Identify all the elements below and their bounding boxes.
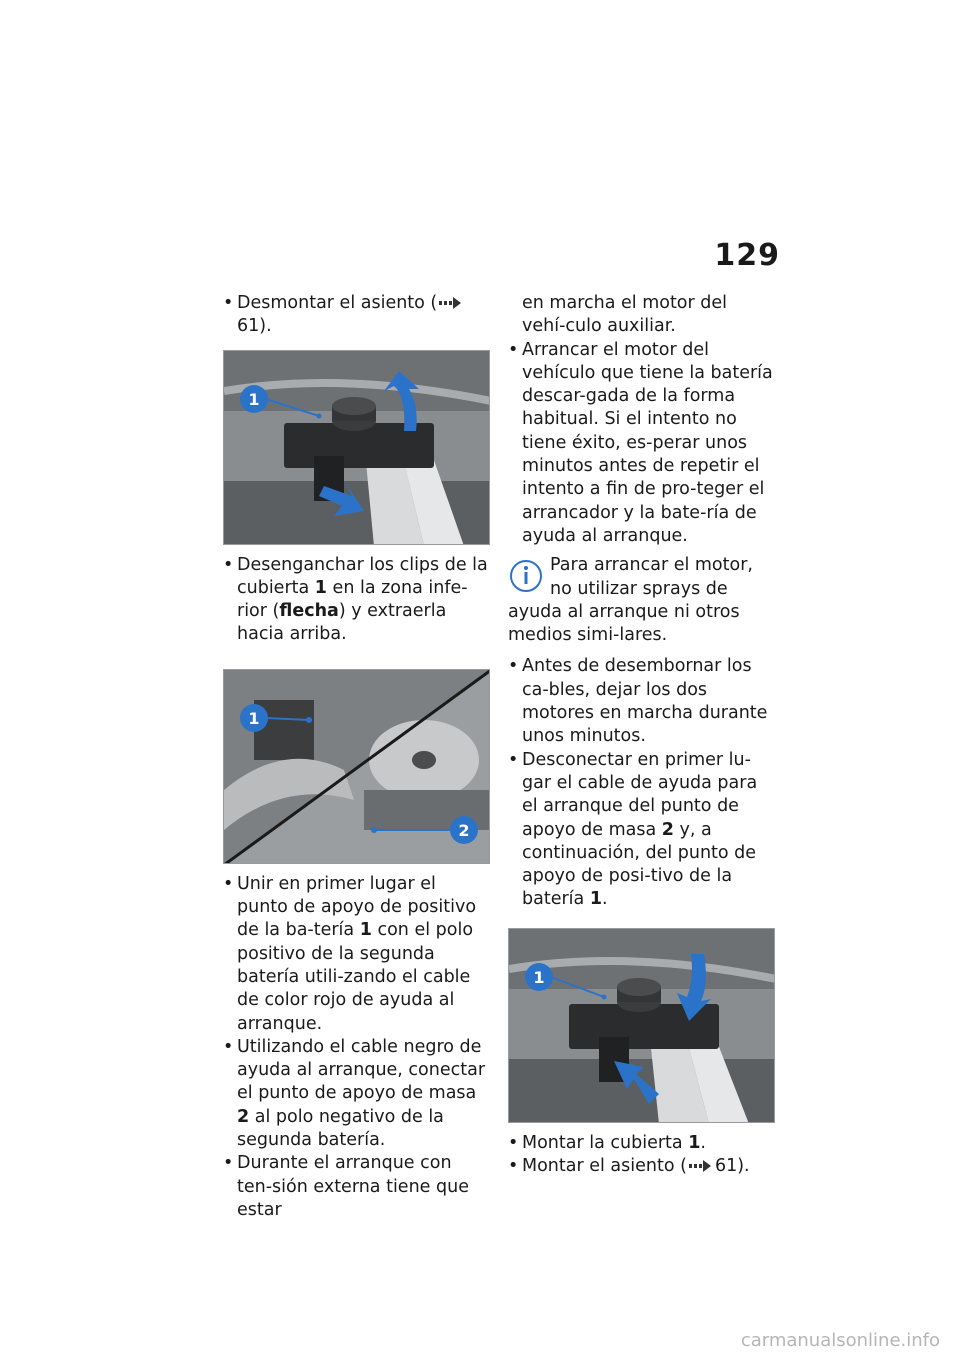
step-aux-engine-running-cont: en marcha el motor del vehí-culo auxiliar. — [522, 293, 728, 337]
step-connect-positive: • Unir en primer lugar el punto de apoyo de positivo de la ba-tería 1 con el polo positivo de la segunda batería utili-zando el cable de color rojo de ayuda al arranque. — [223, 873, 490, 1036]
figure-connection-points — [223, 669, 490, 864]
figure-cover-removal — [223, 350, 490, 545]
watermark: carmanualsonline.info — [740, 1330, 940, 1351]
step-unclip-cover: • Desenganchar los clips de la cubierta 1 en la zona infe-rior (flecha) y extraerla hacia arriba. — [223, 554, 490, 647]
step-wait-before-disconnect: • Antes de desembornar los ca-bles, dejar los dos motores en marcha durante unos minutos. — [508, 655, 775, 748]
figure-label-1: 1 — [533, 967, 545, 987]
step-start-engine: • Arrancar el motor del vehículo que tiene la batería descar-gada de la forma habitual. Si el intento no tiene éxito, es-perar unos minutos antes de repetir el intento a fin de pro-teger el arrancador y la bate-ría de ayuda al arranque. — [508, 339, 775, 549]
page-number: 129 — [714, 238, 780, 273]
info-note: Para arrancar el motor, no utilizar sprays de ayuda al arranque ni otros medios simi-lares. — [508, 555, 753, 646]
figure-label-1: 1 — [248, 708, 260, 728]
right-column — [508, 292, 775, 1178]
figure-label-1: 1 — [248, 389, 260, 409]
step-install-cover: • Montar la cubierta 1. — [508, 1132, 775, 1155]
figure-label-2: 2 — [458, 820, 470, 840]
step-remove-seat: • Desmontar el asiento (61). — [223, 292, 490, 339]
info-icon — [508, 556, 544, 596]
figure-cover-install — [508, 928, 775, 1123]
step-aux-engine-running: • Durante el arranque con ten-sión externa tiene que estar — [223, 1152, 490, 1222]
reference-arrow-icon — [689, 1160, 711, 1172]
left-column — [223, 292, 490, 1222]
step-disconnect-cables: • Desconectar en primer lu-gar el cable de ayuda para el arranque del punto de apoyo de masa 2 y, a continuación, del punto de apoyo de posi-tivo de la batería 1. — [508, 749, 775, 912]
step-install-seat: • Montar el asiento ( 61). — [508, 1155, 775, 1178]
step-connect-negative: • Utilizando el cable negro de ayuda al arranque, conectar el punto de apoyo de masa 2 al polo negativo de la segunda batería. — [223, 1036, 490, 1152]
reference-arrow-icon — [439, 297, 461, 309]
